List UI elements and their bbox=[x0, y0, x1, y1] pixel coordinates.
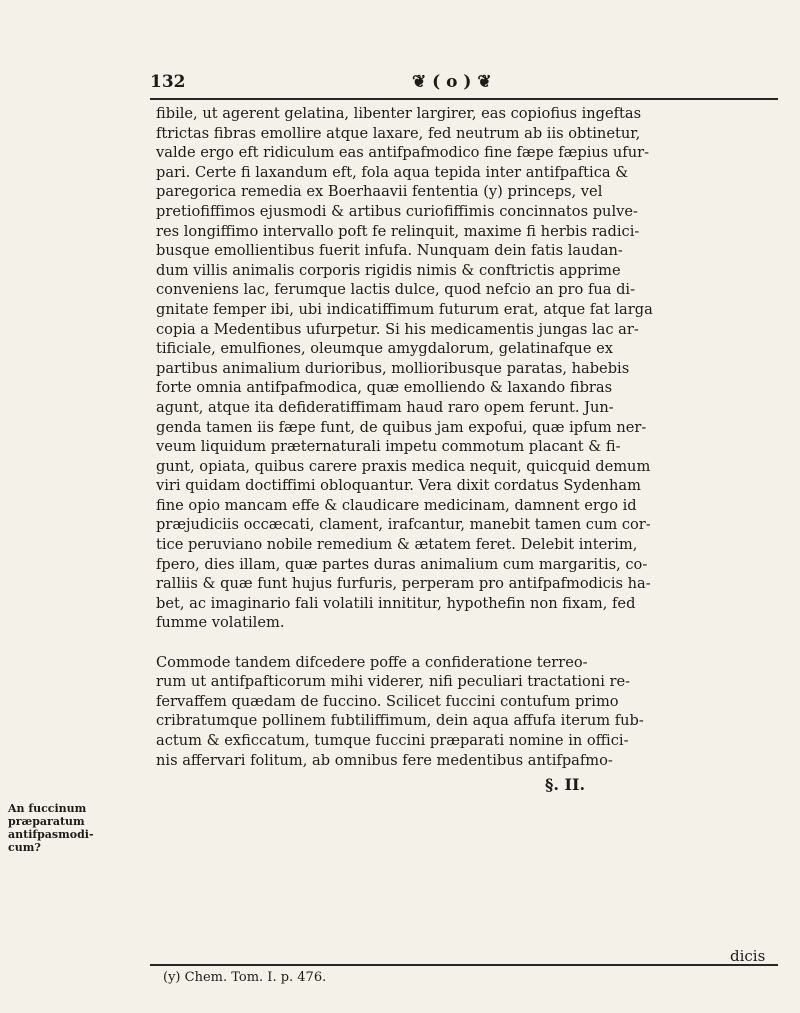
text-line: res longiffimo intervallo poft fe relinquit, maxime fi herbis radici- bbox=[156, 222, 640, 240]
page-number: 132 bbox=[150, 72, 186, 92]
text-line: fine opio mancam effe & claudicare medicinam, damnent ergo id bbox=[156, 496, 637, 514]
running-head-ornament: ❦ ( o ) ❦ bbox=[412, 72, 492, 92]
text-line: fumme volatilem. bbox=[156, 614, 285, 632]
margin-note-line: cum? bbox=[8, 841, 41, 854]
text-line: ralliis & quæ funt hujus furfuris, perperam pro antifpafmodicis ha- bbox=[156, 575, 651, 593]
text-line: rum ut antifpafticorum mihi viderer, nifi peculiari tractationi re- bbox=[156, 673, 631, 691]
text-line bbox=[156, 633, 786, 653]
text-line: gnitate femper ibi, ubi indicatiffimum futurum erat, atque fat larga bbox=[156, 300, 653, 318]
text-line: paregorica remedia ex Boerhaavii fententia (y) princeps, vel bbox=[156, 183, 603, 201]
text-line: pari. Certe fi laxandum eft, fola aqua tepida inter antifpaftica & bbox=[156, 163, 629, 181]
text-line: veum liquidum præternaturali impetu commotum placant & fi- bbox=[156, 438, 621, 456]
text-line: fibile, ut agerent gelatina, libenter largirer, eas copiofius ingeftas bbox=[156, 105, 642, 122]
text-line: agunt, atque ita defideratiffimam haud raro opem ferunt. Jun- bbox=[156, 398, 614, 416]
section-heading: §. II. bbox=[545, 775, 586, 794]
footnote: (y) Chem. Tom. I. p. 476. bbox=[163, 970, 327, 985]
footnote-rule bbox=[150, 964, 778, 966]
page-header bbox=[150, 72, 778, 98]
margin-note bbox=[8, 802, 128, 854]
body-text bbox=[156, 104, 786, 770]
text-line: Commode tandem difcedere poffe a confideratione terreo- bbox=[156, 653, 588, 671]
text-line: nis affervari folitum, ab omnibus fere medentibus antifpafmo- bbox=[156, 751, 613, 769]
text-line: bet, ac imaginario fali volatili innititur, hypothefin non fixam, fed bbox=[156, 594, 636, 612]
text-line: dum villis animalis corporis rigidis nimis & conftrictis apprime bbox=[156, 261, 621, 279]
text-line: gunt, opiata, quibus carere praxis medica nequit, quicquid demum bbox=[156, 457, 651, 475]
text-line: forte omnia antifpafmodica, quæ emolliendo & laxando fibras bbox=[156, 379, 613, 397]
margin-note-line: antifpasmodi- bbox=[8, 828, 94, 841]
header-rule bbox=[150, 98, 778, 100]
text-line: pretiofiffimos ejusmodi & artibus curiofiffimis concinnatos pulve- bbox=[156, 202, 638, 220]
text-line: fpero, dies illam, quæ partes duras animalium cum margaritis, co- bbox=[156, 555, 648, 573]
text-line: copia a Medentibus ufurpetur. Si his medicamentis jungas lac ar- bbox=[156, 320, 639, 338]
text-line: genda tamen iis fæpe funt, de quibus jam expofui, quæ ipfum ner- bbox=[156, 418, 647, 436]
text-line: tice peruviano nobile remedium & ætatem feret. Delebit interim, bbox=[156, 536, 638, 554]
text-line: fervaffem quædam de fuccino. Scilicet fuccini contufum primo bbox=[156, 692, 619, 710]
text-line: valde ergo eft ridiculum eas antifpafmodico fine fæpe fæpius ufur- bbox=[156, 144, 650, 162]
text-line: busque emollientibus fuerit infufa. Nunquam dein fatis laudan- bbox=[156, 242, 623, 260]
text-line: cribratumque pollinem fubtiliffimum, dein aqua affufa iterum fub- bbox=[156, 712, 644, 730]
margin-note-line: præparatum bbox=[8, 815, 85, 828]
catchword: dicis bbox=[730, 947, 766, 965]
text-line: conveniens lac, ferumque lactis dulce, quod nefcio an pro fua di- bbox=[156, 281, 636, 299]
text-line: ftrictas fibras emollire atque laxare, fed neutrum ab iis obtinetur, bbox=[156, 124, 641, 142]
text-line: actum & exficcatum, tumque fuccini præparati nomine in offici- bbox=[156, 732, 629, 749]
text-line: præjudiciis occæcati, clament, irafcantur, manebit tamen cum cor- bbox=[156, 516, 651, 534]
text-line: tificiale, emulfiones, oleumque amygdalorum, gelatinafque ex bbox=[156, 340, 613, 358]
text-line: partibus animalium durioribus, mollioribusque paratas, habebis bbox=[156, 359, 630, 377]
text-line: viri quidam doctiffimi obloquantur. Vera dixit cordatus Sydenham bbox=[156, 477, 641, 495]
margin-note-line: An fuccinum bbox=[8, 802, 87, 815]
